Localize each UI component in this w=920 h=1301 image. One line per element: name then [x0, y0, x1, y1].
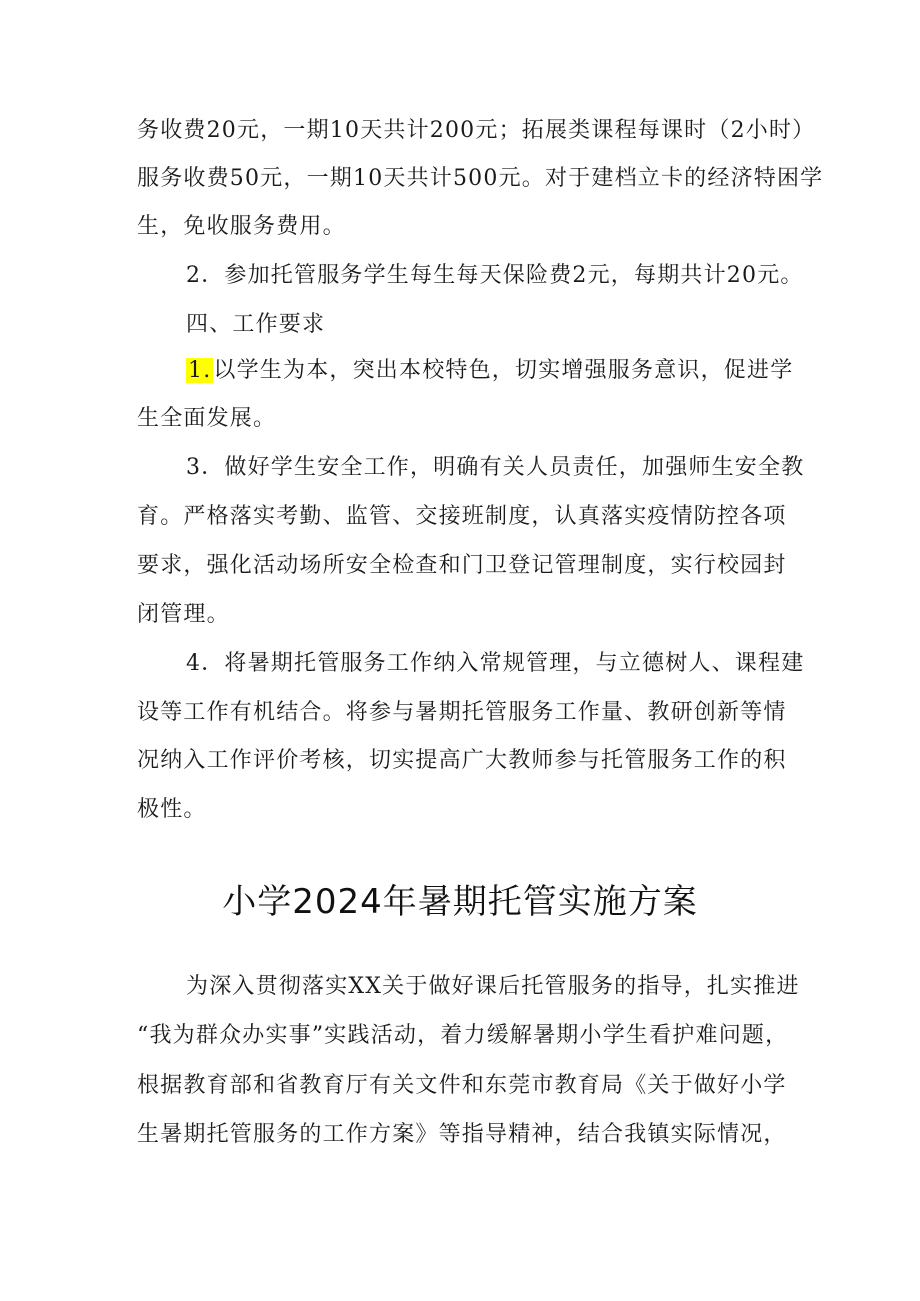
requirement-item-1-line-1	[186, 356, 793, 386]
requirement-item-1-text: 以学生为本，突出本校特色，切实增强服务意识，促进学	[213, 358, 794, 383]
insurance-paragraph: 2．参加托管服务学生每生每天保险费2元，每期共计20元。	[186, 263, 804, 288]
fee-paragraph-line-2: 服务收费50元，一期10天共计500元。对于建档立卡的经济特困学	[137, 166, 824, 191]
requirement-item-4-line-4: 极性。	[137, 797, 207, 822]
requirement-item-1-line-2: 生全面发展。	[137, 406, 277, 431]
requirement-item-3-line-1: 3．做好学生安全工作，明确有关人员责任，加强师生安全教	[186, 455, 805, 480]
section-heading-work-requirements: 四、工作要求	[186, 312, 326, 337]
requirement-item-4-line-2: 设等工作有机结合。将参与暑期托管服务工作量、教研创新等情	[137, 700, 787, 725]
highlighted-item-number: 1.	[188, 358, 212, 383]
intro-paragraph-line-4: 生暑期托管服务的工作方案》等指导精神，结合我镇实际情况，	[137, 1122, 787, 1147]
document-title: 小学2024年暑期托管实施方案	[222, 882, 698, 922]
intro-paragraph-line-3: 根据教育部和省教育厅有关文件和东莞市教育局《关于做好小学	[137, 1073, 787, 1098]
intro-paragraph-line-1: 为深入贯彻落实XX关于做好课后托管服务的指导，扎实推进	[186, 974, 800, 999]
fee-paragraph-line-1: 务收费20元，一期10天共计200元；拓展类课程每课时（2小时）	[137, 118, 816, 143]
requirement-item-3-line-3: 要求，强化活动场所安全检查和门卫登记管理制度，实行校园封	[137, 553, 787, 578]
fee-paragraph-line-3: 生，免收服务费用。	[137, 214, 346, 239]
intro-paragraph-line-2: “我为群众办实事”实践活动，着力缓解暑期小学生看护难问题，	[137, 1023, 789, 1048]
requirement-item-4-line-1: 4．将暑期托管服务工作纳入常规管理，与立德树人、课程建	[186, 651, 805, 676]
requirement-item-3-line-2: 育。严格落实考勤、监管、交接班制度，认真落实疫情防控各项	[137, 504, 787, 529]
requirement-item-4-line-3: 况纳入工作评价考核，切实提高广大教师参与托管服务工作的积	[137, 748, 787, 773]
requirement-item-3-line-4: 闭管理。	[137, 602, 230, 627]
